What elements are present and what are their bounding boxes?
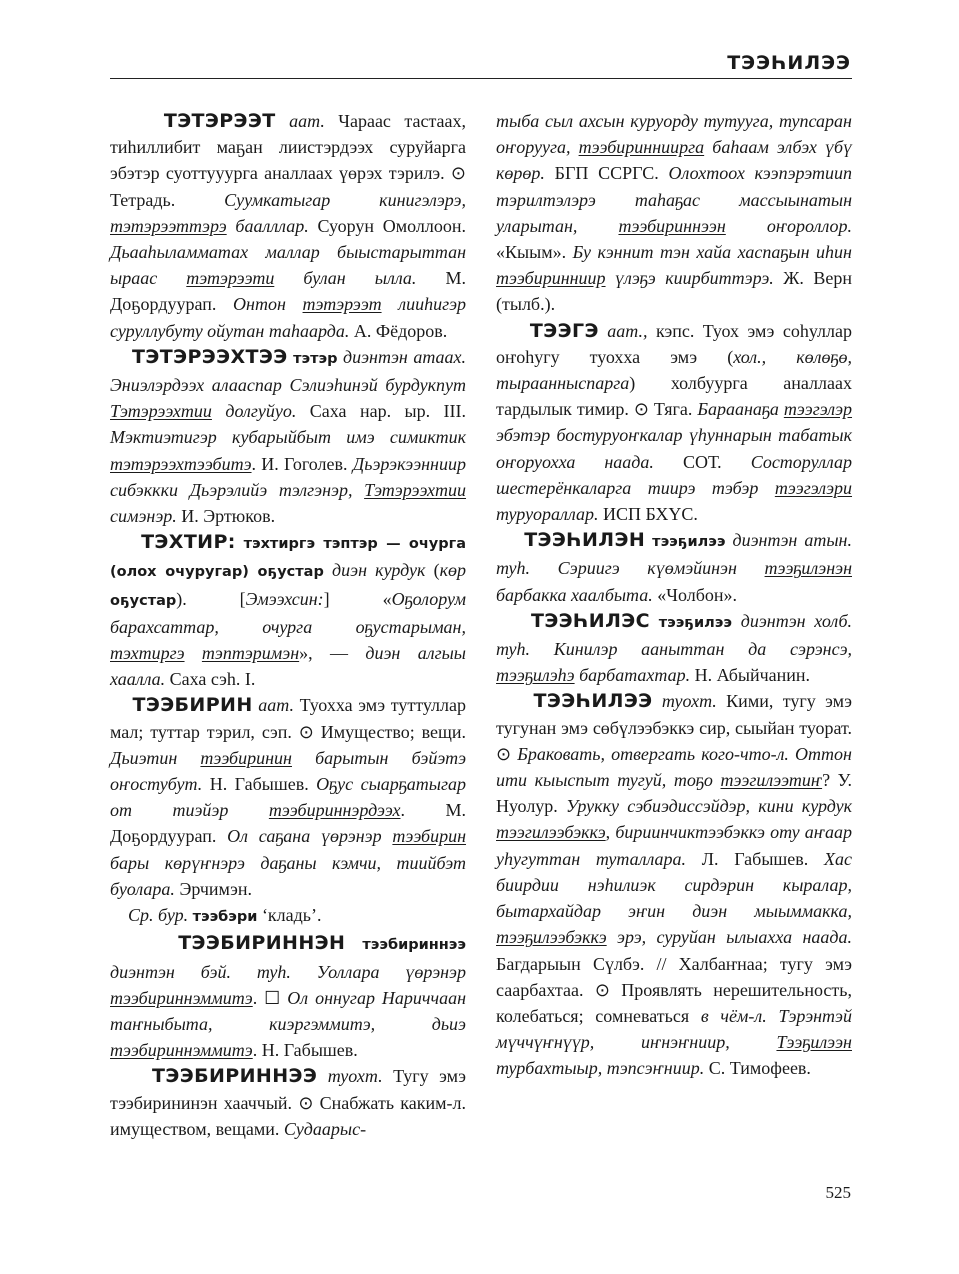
- entry-teebirinnee: ТЭЭБИРИННЭЭ туохт. Тугу эмэ тээбирининэн хааччый. ⊙ Снабжать каким-л. имуществом, вещами. Судаарыс-: [110, 1065, 467, 1139]
- entry-teebirinnen: ТЭЭБИРИННЭН тээбириннээ диэнтэн бэй. туһ. Уоллара үөрэнэр тээбириннэммитэ. ☐ Ол оннугар Нариччаан таҥныбыта, киэргэммитэ, дьиэ тээбириннэммитэ. Н. Габышев.: [110, 932, 466, 1061]
- entry-tetereet: ТЭТЭРЭЭТ аат. Чараас тастаах, тиһиллибит маҕан лиистэрдээх суруйарга эбэтэр суоттууурга аналлаах үөрэх тэрилэ. ⊙ Тетрадь. Суумкатыгар кинигэлэрэ, тэтэрээттэрэ баалллар. Суорун Омоллоон. Дьааһыламматах маллар быыстарыттан ыраас тэтэрээти булан ылла. М. Доҕордуурап. Онтон тэтэрээт лииһигэр суруллубуту ойутан таһаарда. А. Фёдоров.: [110, 110, 467, 341]
- header-rule: [110, 78, 852, 79]
- right-column: [496, 108, 852, 1082]
- page-number: 525: [825, 1183, 851, 1202]
- entry-teebirinnee-cont: тыба сыл ахсын куруорду тутууга, тупсаран оҥорууга, тээбиринниирга баһаам элбэх үбү көрөр. БГП ССРГС. Олохтоох кээпэрэтиип тэрилтэлэрэ таһаҕас массыынатын уларытан, тээбириннээн оҥороллор. «Кыым». Бу кэннит тэн хайа хаспаҕын иһин тээбиринниир үлэҕэ киирбиттэрэ. Ж. Верн (тылб.).: [496, 111, 853, 315]
- running-head: ТЭЭҺИЛЭЭ: [727, 52, 851, 74]
- entry-tekhtir: ТЭХТИР: тэхтиргэ тэптэр — очурга (олох очуругар) оҕустар диэн курдук (көр оҕустар). [Эмээхсин:] «Оҕолорум барахсаттар, очурга оҕустарыман, тэхтиргэ тэптэримэн», — диэн алгыы хаалла. Саха сэһ. I.: [110, 531, 467, 690]
- entry-teteree-khtee: ТЭТЭРЭЭХТЭЭ тэтэр диэнтэн атаах. Эниэлэрдээх алааспар Сэлиэһинэй бурдукпут Тэтэрээхтии долгуйуо. Саха нар. ыр. III. Мэктиэтигэр кубарыйбыт имэ симиктик тэтэрээхтээбитэ. И. Гоголев. Дьэрэкээнниир сибэккки Дьэрэлийэ тэлгэнэр, Тэтэрээхтии симэнэр. И. Эртюков.: [110, 345, 467, 527]
- entry-teege: ТЭЭГЭ аат., кэпс. Туох эмэ соһуллар оҥоһугу туохха эмэ (хол., көлөҕө, тыраанныспарга) холбуурга аналлаах тардылык тимир. ⊙ Тяга. Бараанаҕа тээгэлэр эбэтэр бостуруоҥкалар үһуннарын табатык оҥоруохха наада. СОТ. Состоруллар шестерёнкаларга тиирэ тэбэр тээгэлэри туруораллар. ИСП БХҮС.: [496, 319, 853, 525]
- entry-teehilen: ТЭЭҺИЛЭН тээҕилээ диэнтэн атын. туһ. Сэриигэ күөмэйинэн тээҕилэнэн барбакка хаалбыта. «Чолбон».: [496, 529, 852, 605]
- entry-teebirin-cf: Ср. бур. тээбэри ‘кладь’.: [128, 905, 322, 926]
- entry-teebirin: ТЭЭБИРИН аат. Туохха эмэ туттуллар мал; туттар тэрил, сэп. ⊙ Имущество; вещи. Дьиэтин тээбиринин барытын бэйэтэ оҥостубут. Н. Габышев. Оҕус сыарҕатыгар от тиэйэр тээбириннэрдээх. М. Доҕордуурап. Ол саҕана үөрэнэр тээбирин бары көрүҥнэрэ даҕаны кэмчи, тиийбэт буолара. Эрчимэн.: [110, 694, 467, 899]
- entry-teehilee: ТЭЭҺИЛЭЭ туохт. Кими, тугу эмэ тугунан эмэ сөбүлээбэккэ сир, сыыйан туорат. ⊙ Браковать, отвергать кого-что-л. Оттон ити кыыспыт тугуй, тоҕо тээгилээтиҥ? У. Нуолур. Урукку сэбиэдиссэйдэр, кини курдук тээгилээбэккэ, бириинчиктээбэккэ оту аҥаар уһугуттан туталлара. Л. Габышев. Хас биирдии нэһилиэк сирдэрин кыралар, бытархайдар эҥин диэн мыыммакка, тээҕилээбэккэ эрэ, суруйан ылыахха наада. Багдарыын Сүлбэ. // Халбаҥнаа; тугу эмэ саарбахтаа. ⊙ Проявлять нерешительность, колебаться; сомневаться в чём-л. Тэрэнтэй мүччүҥнүүр, иҥнэҥниир, Тээҕилээн турбахтыыр, тэпсэҥниир. С. Тимофеев.: [496, 690, 853, 1079]
- left-column: [110, 108, 466, 1142]
- entry-teehiles: ТЭЭҺИЛЭС тээҕилээ диэнтэн холб. туһ. Кинилэр ааныттан да сэрэнсэ, тээҕилэһэ барбатахтар. Н. Абыйчанин.: [496, 609, 853, 686]
